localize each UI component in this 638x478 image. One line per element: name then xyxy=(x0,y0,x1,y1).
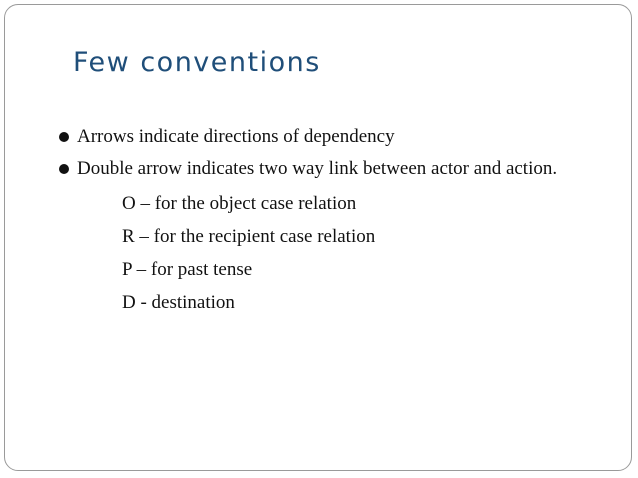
bullet-item xyxy=(57,123,589,150)
bullet-item xyxy=(57,155,589,182)
slide-title: Few conventions xyxy=(73,47,321,78)
slide-body xyxy=(57,123,589,319)
convention-list xyxy=(57,187,589,319)
convention-destination: D - destination xyxy=(122,292,235,313)
bullet-text: Arrows indicate directions of dependency xyxy=(77,126,395,147)
slide xyxy=(4,4,632,471)
bullet-dot-icon xyxy=(59,132,69,142)
convention-past-tense: P – for past tense xyxy=(122,259,253,280)
convention-object: O – for the object case relation xyxy=(122,193,357,214)
bullet-text: Double arrow indicates two way link between actor and action. xyxy=(77,158,558,179)
bullet-dot-icon xyxy=(59,164,69,174)
convention-recipient: R – for the recipient case relation xyxy=(122,226,376,247)
